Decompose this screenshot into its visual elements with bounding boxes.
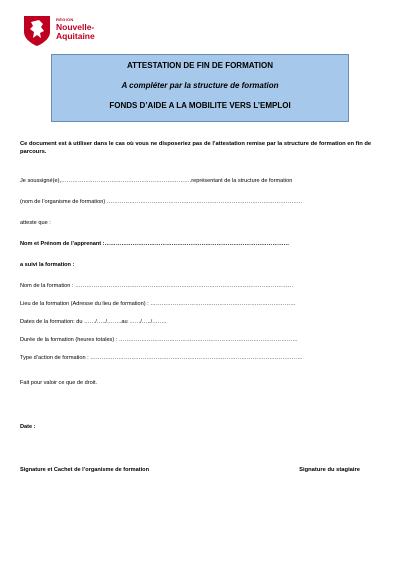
document-subtitle: A compléter par la structure de formation — [121, 81, 279, 90]
dates-formation-field[interactable]: Dates de la formation: du ……/…../……..au ……/…../…….. — [20, 319, 167, 325]
atteste-label: atteste que : — [20, 220, 51, 226]
fund-name: FONDS D’AIDE A LA MOBILITE VERS L’EMPLOI — [109, 101, 291, 110]
logo-region-label: RÉGION — [56, 17, 74, 22]
lion-shield-icon — [22, 14, 52, 48]
date-field[interactable]: Date : — [20, 424, 36, 430]
type-action-field[interactable]: Type d’action de formation : …………………………………………………………………………………………………… — [20, 355, 303, 361]
nom-formation-field[interactable]: Nom de la formation : ……………………………………………………………………………………………………… — [20, 283, 294, 289]
suivi-label: a suivi la formation : — [20, 262, 75, 268]
apprenant-field[interactable]: Nom et Prénom de l’apprenant :……………………………………………………………………………………… — [20, 241, 290, 247]
title-banner — [51, 54, 349, 122]
region-logo — [22, 14, 112, 50]
valoir-text: Fait pour valoir ce que de droit. — [20, 380, 98, 386]
document-title: ATTESTATION DE FIN DE FORMATION — [126, 61, 274, 70]
soussigne-field[interactable]: Je soussigné(e),…………………………………………………………….représentant de la structure de formation — [20, 178, 293, 184]
duree-formation-field[interactable]: Durée de la formation (heures totales) : …………………………………………………………………………………… — [20, 337, 298, 343]
lieu-formation-field[interactable]: Lieu de la formation (Adresse du lieu de formation) : …………………………………………………………………… — [20, 301, 296, 307]
signature-organisme-label: Signature et Cachet de l’organisme de formation — [20, 467, 149, 473]
intro-text: Ce document est à utiliser dans le cas où vous ne disposeriez pas de l’attestation remise par la structure de formation en fin de parcours. — [20, 141, 372, 155]
signature-stagiaire-label: Signature du stagiaire — [299, 467, 360, 473]
logo-region-name: Nouvelle- Aquitaine — [56, 22, 95, 41]
organisme-field[interactable]: (nom de l’organisme de formation) …………………………………………………………………………………………… — [20, 199, 303, 205]
